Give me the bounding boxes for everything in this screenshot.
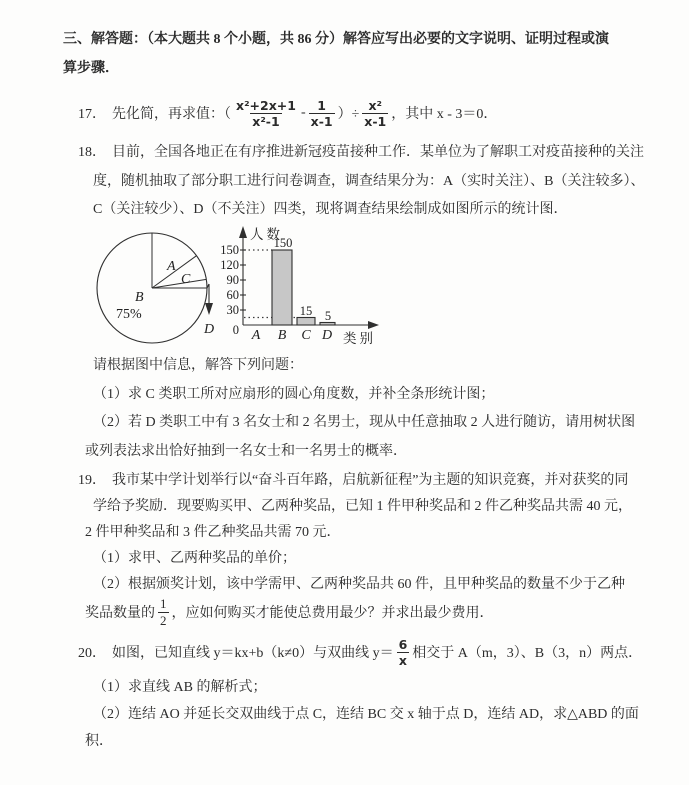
- problem-20-q2-line1: （2）连结 AO 并延长交双曲线于点 C，连结 BC 交 x 轴于点 D，连结 AD，求△ABD 的面: [93, 707, 639, 723]
- pie-boundary-D: [152, 279, 206, 288]
- p19-fraction-half: [158, 596, 169, 628]
- p17-intro: 先化简，再求值：（: [112, 107, 231, 123]
- problem-19-q1: （1）求甲、乙两种奖品的单价；: [93, 551, 296, 567]
- bar-x-axis-title: 类别: [343, 330, 376, 346]
- pie-chart: [97, 233, 214, 343]
- pie-label-b-percent: 75%: [116, 306, 142, 322]
- bar-b: [272, 250, 292, 325]
- p17-frac2-denominator: x-1: [310, 113, 333, 129]
- p19-q2-pre: 奖品数量的: [85, 606, 155, 622]
- pie-label-a: A: [167, 258, 176, 274]
- p20-fraction-6-over-x: [397, 637, 410, 668]
- bar-d-value: 5: [324, 308, 332, 323]
- problem-18-line1: [0, 139, 689, 168]
- problem-20-q1: （1）求直线 AB 的解析式；: [93, 680, 267, 696]
- p19-frac-numerator: 1: [160, 596, 167, 612]
- p17-frac2-numerator: 1: [317, 97, 326, 113]
- p17-frac1-denominator: x²-1: [252, 113, 280, 129]
- tick-label-30: 30: [226, 302, 239, 317]
- tick-label-90: 90: [226, 272, 239, 287]
- statistics-figure: [0, 222, 689, 352]
- p17-frac3-denominator: x-1: [364, 113, 387, 129]
- bar-c: [297, 317, 315, 325]
- bar-y-axis-arrow-icon: [239, 226, 247, 238]
- category-label-a: A: [251, 327, 261, 343]
- p17-fraction-2: [309, 98, 335, 129]
- problem-18-q2-line2: 或列表法求出恰好抽到一名女士和一名男士的概率．: [85, 443, 407, 459]
- tick-label-60: 60: [226, 287, 239, 302]
- p18-line1-text: 目前，全国各地正在有序推进新冠疫苗接种工作．某单位为了解职工对疫苗接种的关注: [112, 145, 644, 161]
- category-label-b: B: [277, 327, 287, 343]
- bar-c-value: 15: [299, 303, 313, 318]
- section-header-line2: 算步骤．: [63, 60, 119, 76]
- p20-line1-pre: 如图，已知直线 y＝kx+b（k≠0）与双曲线 y＝: [112, 646, 394, 662]
- p19-q2-tail: ，应如何购买才能使总费用最少？并求出最少费用．: [171, 606, 494, 622]
- origin-label: 0: [232, 322, 239, 337]
- pie-label-b: B: [135, 289, 144, 305]
- problem-19-line2: 学给予奖励．现要购买甲、乙两种奖品，已知 1 件甲种奖品和 2 件乙种奖品共需 40 元，: [93, 499, 632, 515]
- problem-18-q2-line1: （2）若 D 类职工中有 3 名女士和 2 名男士，现从中任意抽取 2 人进行随访，请用树状图: [93, 415, 636, 431]
- statistics-figure-svg: [0, 222, 689, 352]
- section-header-line1: 三、解答题：（本大题共 8 个小题，共 86 分）解答应写出必要的文字说明、证明过程或演: [63, 32, 609, 47]
- problem-17: [0, 87, 689, 139]
- problem-18-q1: （1）求 C 类职工所对应扇形的圆心角度数，并补全条形统计图；: [93, 386, 495, 402]
- problem-20: [0, 630, 689, 755]
- category-label-c: C: [301, 327, 311, 343]
- problem-20-number: 20．: [78, 646, 106, 662]
- bar-y-axis-title: 人数: [250, 226, 283, 242]
- bar-b-value: 150: [273, 235, 293, 250]
- problem-18-line2: 度，随机抽取了部分职工进行问卷调查，调查结果分为：A（实时关注）、B（关注较多）、: [93, 173, 645, 189]
- problem-19-number: 19．: [78, 473, 106, 489]
- p17-frac1-numerator: x²+2x+1: [236, 97, 296, 113]
- problem-19: [0, 468, 689, 630]
- p19-frac-denominator: 2: [160, 612, 167, 628]
- tick-label-150: 150: [220, 242, 239, 257]
- problem-19-q2-line2: [0, 594, 689, 630]
- tick-label-120: 120: [220, 257, 239, 272]
- problem-19-line1: [0, 468, 689, 494]
- problem-19-line3: 2 件甲种奖品和 3 件乙种奖品共需 70 元．: [85, 525, 341, 541]
- p20-frac-denominator: x: [398, 652, 407, 668]
- p20-line1-tail: 相交于 A（m，3）、B（3，n）两点．: [412, 646, 643, 662]
- p20-frac-numerator: 6: [398, 636, 408, 652]
- problem-18-line3: C（关注较少）、D（不关注）四类，现将调查结果绘制成如图所示的统计图．: [93, 202, 568, 218]
- problem-17-number: 17．: [78, 107, 106, 123]
- category-label-d: D: [321, 327, 333, 343]
- p17-divide-operator: ）÷: [337, 107, 360, 123]
- p17-frac3-numerator: x²: [368, 97, 383, 113]
- problem-19-q2-line1: （2）根据颁奖计划，该中学需甲、乙两种奖品共 60 件，且甲种奖品的数量不少于乙种: [93, 577, 625, 593]
- pie-label-c: C: [181, 271, 191, 287]
- problem-18-prompt: 请根据图中信息，解答下列问题：: [93, 357, 303, 373]
- pie-slice-lines: [152, 233, 207, 288]
- problem-18-number: 18．: [78, 145, 106, 161]
- pie-d-arrowhead-icon: [205, 303, 213, 315]
- p17-minus-operator: -: [300, 105, 306, 121]
- bar-x-axis-arrow-icon: [368, 321, 379, 329]
- p17-fraction-1: [234, 98, 298, 129]
- bar-chart: [220, 226, 379, 346]
- problem-20-line1: [0, 630, 689, 674]
- pie-label-d: D: [203, 321, 215, 337]
- p17-fraction-3: [362, 98, 388, 129]
- problem-20-q2-line2: 积．: [85, 734, 113, 750]
- p19-line1-text: 我市某中学计划举行以“奋斗百年路，启航新征程”为主题的知识竞赛，并对获奖的同: [112, 473, 629, 489]
- p17-tail: ，其中 x - 3＝0．: [391, 107, 498, 123]
